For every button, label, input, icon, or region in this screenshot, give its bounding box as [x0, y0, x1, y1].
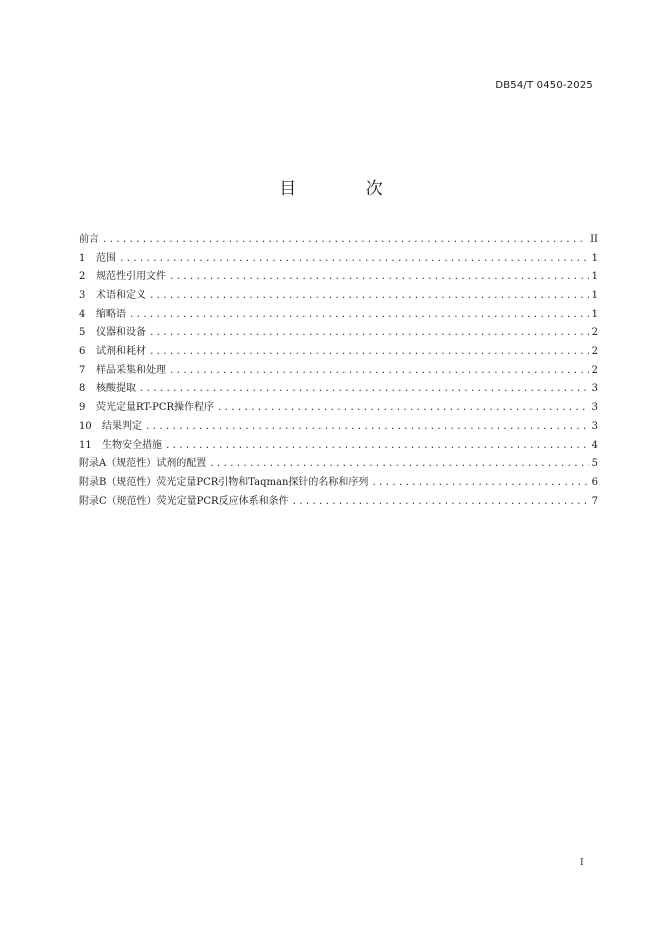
toc-entry-title: 术语和定义 — [96, 290, 146, 302]
toc-entry-6[interactable] — [79, 343, 598, 362]
toc-entry-page: 7 — [591, 495, 598, 507]
toc-entry-page: 2 — [591, 346, 598, 358]
toc-entry-title: 结果判定 — [102, 420, 142, 432]
toc-entry-foreword[interactable] — [79, 231, 598, 250]
page-number: I — [580, 858, 584, 868]
toc-entry-title: 范围 — [96, 252, 116, 264]
toc-entry-page: 1 — [591, 252, 598, 264]
toc-entry-title: 缩略语 — [96, 308, 126, 320]
toc-entry-page: 3 — [591, 383, 598, 395]
toc-title: 目 次 — [279, 179, 415, 199]
toc-entry-page: 6 — [591, 476, 598, 488]
toc-entry-title: 试剂和耗材 — [96, 346, 146, 358]
toc-appendix-label: 附录C（规范性） — [79, 495, 157, 507]
toc-dot-leader — [169, 268, 589, 287]
toc-entry-title: 前言 — [79, 233, 99, 245]
toc-entry-title: 核酸提取 — [96, 383, 136, 395]
toc-entry-8[interactable] — [79, 381, 598, 400]
toc-entry-title: 样品采集和处理 — [96, 364, 166, 376]
toc-entry-4[interactable] — [79, 306, 598, 325]
toc-entry-page: 3 — [591, 420, 598, 432]
toc-entry-appendix-c[interactable] — [79, 493, 598, 512]
toc-entry-title: 荧光定量RT-PCR操作程序 — [96, 402, 215, 414]
toc-entry-9[interactable] — [79, 399, 598, 418]
toc-entry-number: 6 — [79, 346, 86, 358]
toc-entry-number: 11 — [79, 439, 92, 451]
toc-entry-number: 7 — [79, 364, 86, 376]
toc-dot-leader — [102, 231, 587, 250]
toc-entry-page: 3 — [591, 402, 598, 414]
toc-entry-page: 2 — [591, 364, 598, 376]
toc-entry-number: 5 — [79, 327, 86, 339]
document-code: DB54/T 0450-2025 — [495, 80, 593, 91]
toc-dot-leader — [145, 418, 589, 437]
toc-entry-title: 荧光定量PCR反应体系和条件 — [156, 495, 289, 507]
toc-entry-page: 1 — [591, 308, 598, 320]
toc-entry-2[interactable] — [79, 268, 598, 287]
toc-entry-number: 8 — [79, 383, 86, 395]
toc-entry-10[interactable] — [79, 418, 598, 437]
toc-dot-leader — [129, 306, 589, 325]
toc-entry-title: 试剂的配置 — [156, 458, 207, 470]
toc-dot-leader — [119, 250, 589, 269]
toc-entry-title: 仪器和设备 — [96, 327, 146, 339]
toc-entry-7[interactable] — [79, 362, 598, 381]
toc-entry-title: 生物安全措施 — [102, 439, 162, 451]
toc-entry-page: 5 — [591, 458, 598, 470]
toc-entry-number: 2 — [79, 271, 86, 283]
toc-dot-leader — [149, 343, 589, 362]
toc-entry-number: 9 — [79, 402, 86, 414]
toc-entry-page: 1 — [591, 271, 598, 283]
toc-entry-page: 4 — [591, 439, 598, 451]
toc-entry-3[interactable] — [79, 287, 598, 306]
toc-entry-number: 10 — [79, 420, 92, 432]
toc-entry-title: 规范性引用文件 — [96, 271, 166, 283]
toc-dot-leader — [139, 380, 589, 399]
toc-appendix-label: 附录A（规范性） — [79, 458, 157, 470]
toc-entry-number: 1 — [79, 252, 86, 264]
toc-entry-title: 荧光定量PCR引物和Taqman探针的名称和序列 — [156, 476, 369, 488]
toc-entry-5[interactable] — [79, 324, 598, 343]
toc-dot-leader — [169, 362, 589, 381]
toc-entry-page: II — [590, 233, 598, 245]
toc-dot-leader — [292, 493, 589, 512]
toc-dot-leader — [217, 399, 589, 418]
toc-appendix-label: 附录B（规范性） — [79, 476, 157, 488]
toc-entry-appendix-b[interactable] — [79, 474, 598, 493]
toc-dot-leader — [149, 324, 589, 343]
toc-entry-number: 4 — [79, 308, 86, 320]
table-of-contents — [79, 231, 598, 511]
toc-entry-appendix-a[interactable] — [79, 455, 598, 474]
toc-dot-leader — [209, 455, 588, 474]
toc-dot-leader — [371, 474, 588, 493]
toc-entry-page: 2 — [591, 327, 598, 339]
toc-entry-number: 3 — [79, 290, 86, 302]
toc-entry-page: 1 — [591, 290, 598, 302]
toc-entry-1[interactable] — [79, 250, 598, 269]
toc-dot-leader — [149, 287, 589, 306]
toc-dot-leader — [165, 437, 589, 456]
toc-entry-11[interactable] — [79, 437, 598, 456]
